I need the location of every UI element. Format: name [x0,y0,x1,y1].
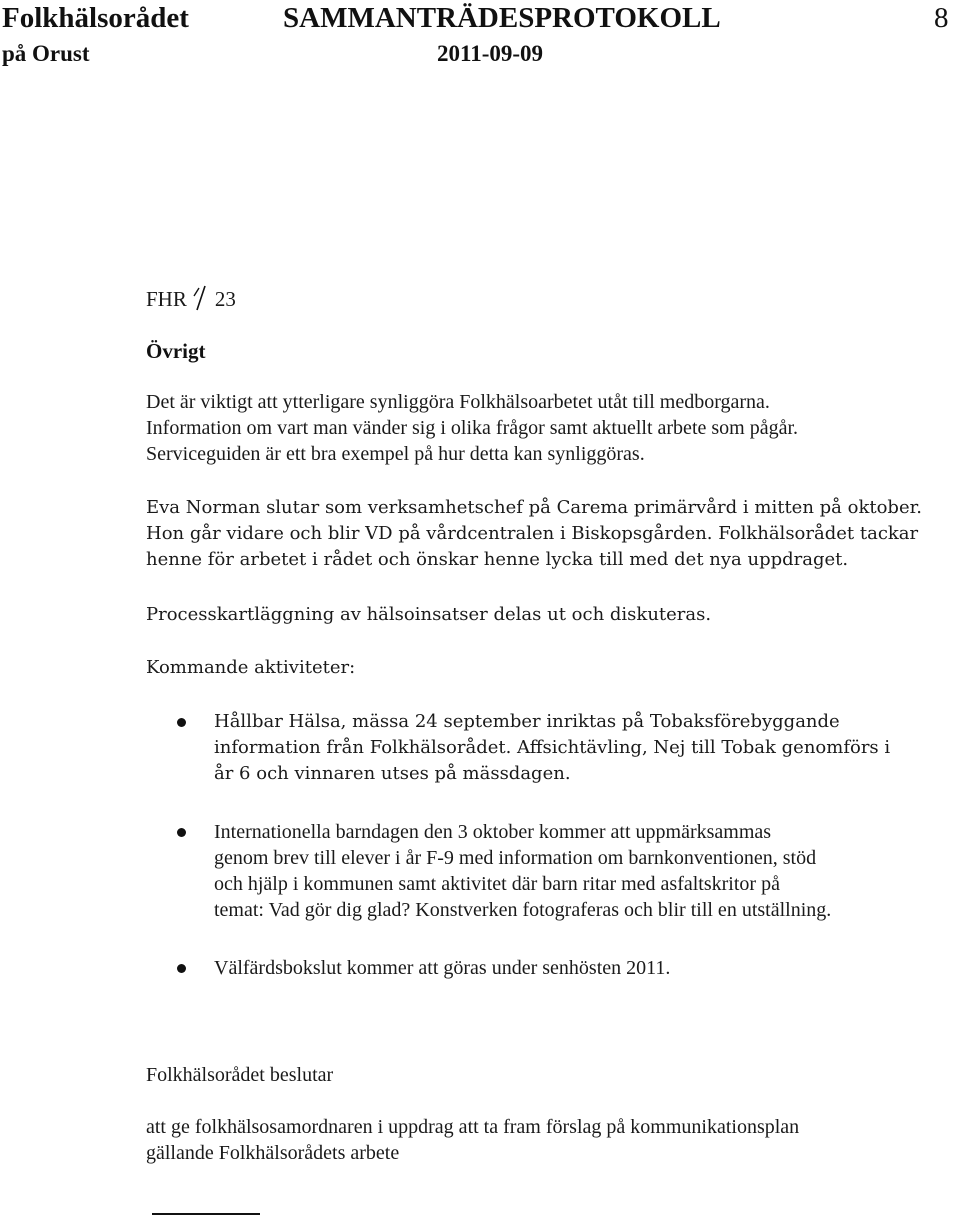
decision-line: gällande Folkhälsorådets arbete [146,1142,400,1164]
bullet-icon [177,964,186,973]
paragraph-outreach [146,389,936,467]
paragraph-line: Det är viktigt att ytterligare synliggöra Folkhälsoarbetet utåt till medborgarna. [146,391,770,413]
list-item-line: år 6 och vinnaren utses på mässdagen. [214,763,571,784]
section-mark-icon [193,284,207,312]
paragraph-line: henne för arbetet i rådet och önskar henne lycka till med det nya uppdraget. [146,549,849,570]
list-item-line: information från Folkhälsorådet. Affsichtävling, Nej till Tobak genomförs i [214,737,891,758]
org-location: på Orust [2,41,90,66]
section-code [146,284,236,313]
org-name: Folkhälsorådet [2,2,189,34]
paragraph-staff-change [146,495,936,573]
paragraph-upcoming-heading: Kommande aktiviteter: [146,657,356,678]
paragraph-line: Hon går vidare och blir VD på vårdcentralen i Biskopsgården. Folkhälsorådet tackar [146,523,919,544]
list-item [214,819,944,923]
section-title: Övrigt [146,339,206,363]
list-item [214,709,944,787]
list-item-line: Hållbar Hälsa, mässa 24 september inriktas på Tobaksförebyggande [214,711,840,732]
decision-line: att ge folkhälsosamordnaren i uppdrag att ta fram förslag på kommunikationsplan [146,1116,800,1138]
section-code-prefix: FHR [146,287,187,311]
signature-line [152,1213,260,1215]
paragraph-line: Serviceguiden är ett bra exempel på hur detta kan synliggöras. [146,443,645,465]
paragraph-line: Information om vart man vänder sig i olika frågor samt aktuellt arbete som pågår. [146,417,799,439]
section-code-number: 23 [214,287,236,311]
paragraph-process-mapping: Processkartläggning av hälsoinsatser delas ut och diskuteras. [146,604,712,625]
page-number: 8 [934,2,949,34]
bullet-icon [177,718,186,727]
document-type: SAMMANTRÄDESPROTOKOLL [283,2,721,34]
list-item-line: och hjälp i kommunen samt aktivitet där barn ritar med asfaltskritor på [214,873,780,895]
decision-text [146,1114,936,1166]
list-item-line: Välfärdsbokslut kommer att göras under senhösten 2011. [214,957,671,979]
list-item-line: temat: Vad gör dig glad? Konstverken fotograferas och blir till en utställning. [214,899,832,921]
paragraph-line: Eva Norman slutar som verksamhetschef på Carema primärvård i mitten på oktober. [146,497,922,518]
list-item-line: genom brev till elever i år F-9 med information om barnkonventionen, stöd [214,847,817,869]
document-date: 2011-09-09 [437,41,544,66]
list-item-line: Internationella barndagen den 3 oktober kommer att uppmärksammas [214,821,772,843]
bullet-icon [177,828,186,837]
decision-heading: Folkhälsorådet beslutar [146,1064,334,1086]
list-item [214,955,944,981]
